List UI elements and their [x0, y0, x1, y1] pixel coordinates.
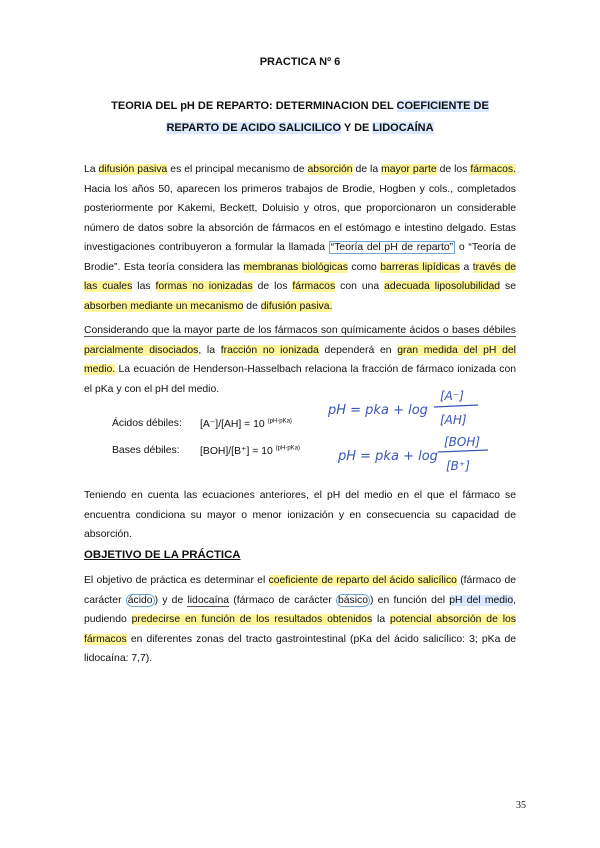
underlined-text: lidocaína — [187, 594, 230, 606]
highlight: gran medida del pH del medio. — [84, 344, 516, 375]
base-equation: [BOH]/[B⁺] = 10 $^{(pH-pKa)}$ — [200, 445, 300, 457]
highlight: difusión pasiva. — [260, 300, 333, 312]
highlight: parcialmente disociados — [84, 344, 199, 356]
subtitle-text: Y DE — [341, 122, 373, 134]
highlight: fármacos — [292, 281, 336, 292]
highlight: pH del medio — [449, 594, 514, 606]
handwritten-equations — [328, 380, 508, 473]
highlight: fármacos. — [470, 164, 516, 175]
acid-equation-label: Ácidos débiles: — [112, 418, 182, 429]
practice-title: PRACTICA Nº 6 — [259, 56, 341, 68]
highlight: absorben mediante un mecanismo — [84, 300, 244, 312]
svg-text:[A⁻]: [A⁻] — [440, 389, 464, 403]
subtitle-highlight: COEFICIENTE DE — [396, 100, 489, 112]
acid-equation: [A⁻]/[AH] = 10 $^{(pH-pKa)}$ — [200, 418, 292, 430]
highlight: fracción no ionizada — [220, 344, 319, 356]
objective-paragraph: El objetivo de práctica es determinar el coeficiente de reparto del ácido salicílico (fármaco de carácter ácido ) y de lidocaína (fármaco de carácter básico ) en función del pH del medio, pudiendo predecirse en función de los resultados obtenidos la potencial absorción de los fármacos en diferentes zonas del tracto gastrointestinal (pKa del ácido salicílico: 3; pKa de lidocaína: 7,7). — [84, 575, 517, 664]
practice-subtitle — [0, 95, 600, 139]
boxed-term: “Teoría del pH de reparto” — [330, 242, 454, 253]
subtitle-highlight: REPARTO DE ACIDO SALICILICO — [166, 122, 342, 134]
henderson-paragraph: Considerando que la mayor parte de los fármacos son químicamente ácidos o bases débiles parcialmente disociados, la fracción no ionizada dependerá en gran medida del pH del medio. La ecuación de Henderson-Hasselbach relaciona la fracción de fármaco ionizada con el pKa y con el pH del medio. — [84, 325, 516, 395]
circled-term: básico — [337, 594, 369, 606]
highlight: absorción — [307, 164, 353, 175]
highlight: través de las cuales — [84, 261, 517, 292]
conclusion-paragraph: Teniendo en cuenta las ecuaciones anteriores, el pH del medio en el que el fármaco se encuentra condiciona su mayor o menor ionización y en consecuencia su capacidad de absorción. — [84, 490, 516, 540]
svg-text:[B⁺]: [B⁺] — [446, 459, 470, 473]
page-number: 35 — [516, 800, 526, 811]
highlight: formas no ionizadas — [155, 281, 253, 292]
svg-text:pH = pka + log: pH = pka + log — [338, 449, 438, 464]
highlight: difusión pasiva — [98, 164, 168, 175]
highlight: membranas biológicas — [243, 261, 348, 273]
subtitle-text: TEORIA DEL pH DE REPARTO: DETERMINACION DEL — [111, 100, 397, 112]
highlight: mayor parte — [381, 164, 437, 175]
highlight: coeficiente de reparto del ácido salicílico — [268, 575, 457, 586]
circled-term: ácido — [127, 594, 153, 606]
intro-paragraph: La difusión pasiva es el principal mecanismo de absorción de la mayor parte de los fármacos. Hacia los años 50, aparecen los primeros trabajos de Brodie, Hogben y cols., completados posteriormente por Kakemi, Beckett, Doluisio y otros, que proporcionaron un considerable número de datos sobre la absorción de fármacos en el estómago e intestino delgado. Estas investigaciones contribuyeron a formular la llamada “Teoría del pH de reparto” o “Teoría de Brodie”. Esta teoría considera las membranas biológicas como barreras lipídicas a través de las cuales las formas no ionizadas de los fármacos con una adecuada liposolubilidad se absorben mediante un mecanismo de difusión pasiva. — [84, 164, 517, 312]
svg-text:[AH]: [AH] — [440, 413, 467, 427]
objective-heading: OBJETIVO DE LA PRÁCTICA — [84, 549, 241, 561]
base-equation-label: Bases débiles: — [112, 445, 180, 456]
subtitle-highlight: LIDOCAÍNA — [372, 122, 434, 134]
highlight: predecirse en función de los resultados obtenidos — [131, 614, 373, 625]
svg-text:pH = pka + log: pH = pka + log — [328, 403, 428, 418]
highlight: potencial absorción de los fármacos — [84, 614, 516, 645]
underlined-text: Considerando que la mayor parte de los fármacos son químicamente ácidos o bases débiles — [84, 325, 516, 336]
svg-text:[BOH]: [BOH] — [444, 435, 481, 449]
highlight: barreras lipídicas — [380, 261, 460, 273]
highlight: adecuada liposolubilidad — [384, 281, 501, 292]
